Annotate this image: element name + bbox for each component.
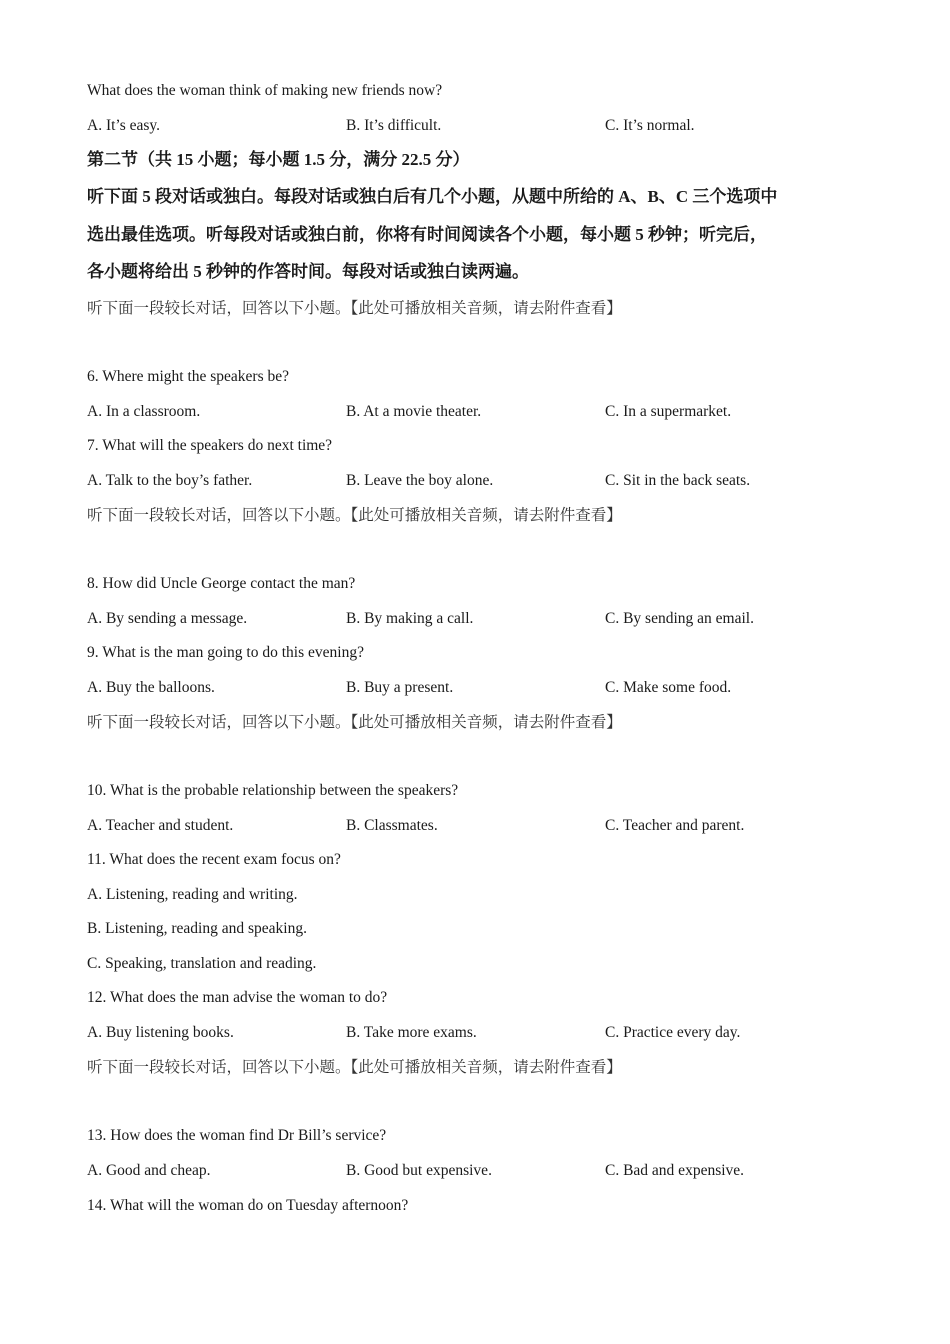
question-12-text: 12. What does the man advise the woman to do?	[87, 989, 388, 1006]
question-7-options	[87, 471, 877, 491]
option-a: A. In a classroom.	[87, 403, 201, 420]
section-heading: 第二节（共 15 小题；每小题 1.5 分，满分 22.5 分）	[87, 150, 470, 169]
question-5-options	[87, 116, 877, 136]
option-c: C. Sit in the back seats.	[605, 472, 751, 489]
question-6-options	[87, 402, 877, 422]
question-14-text: 14. What will the woman do on Tuesday afternoon?	[87, 1197, 409, 1214]
option-b: B. It’s difficult.	[346, 117, 442, 134]
question-5-text: What does the woman think of making new friends now?	[87, 82, 443, 99]
question-13-options	[87, 1161, 877, 1181]
option-b: B. Take more exams.	[346, 1024, 477, 1041]
option-c: C. Speaking, translation and reading.	[87, 955, 317, 972]
option-c: C. Practice every day.	[605, 1024, 741, 1041]
option-a: A. Buy listening books.	[87, 1024, 234, 1041]
option-b: B. Good but expensive.	[346, 1162, 492, 1179]
question-11-text: 11. What does the recent exam focus on?	[87, 851, 341, 868]
option-c: C. By sending an email.	[605, 610, 754, 627]
option-a: A. By sending a message.	[87, 610, 248, 627]
option-b: B. Buy a present.	[346, 679, 454, 696]
option-c: C. Make some food.	[605, 679, 732, 696]
option-b: B. At a movie theater.	[346, 403, 482, 420]
question-7-text: 7. What will the speakers do next time?	[87, 437, 333, 454]
option-a: A. Listening, reading and writing.	[87, 886, 298, 903]
option-c: C. It’s normal.	[605, 117, 695, 134]
section-instructions-line-1: 听下面 5 段对话或独白。每段对话或独白后有几个小题，从题中所给的 A、B、C 三个选项中	[87, 187, 778, 206]
option-a: A. Talk to the boy’s father.	[87, 472, 253, 489]
option-b: B. Listening, reading and speaking.	[87, 920, 307, 937]
question-8-options	[87, 609, 877, 629]
question-9-text: 9. What is the man going to do this evening?	[87, 644, 364, 661]
option-a: A. Buy the balloons.	[87, 679, 215, 696]
question-10-text: 10. What is the probable relationship between the speakers?	[87, 782, 459, 799]
option-b: B. Classmates.	[346, 817, 438, 834]
option-c: C. Teacher and parent.	[605, 817, 745, 834]
question-9-options	[87, 678, 877, 698]
audio-note: 听下面一段较长对话，回答以下小题。【此处可播放相关音频，请去附件查看】	[87, 507, 622, 524]
audio-note: 听下面一段较长对话，回答以下小题。【此处可播放相关音频，请去附件查看】	[87, 714, 622, 731]
option-b: B. By making a call.	[346, 610, 474, 627]
option-b: B. Leave the boy alone.	[346, 472, 494, 489]
question-10-options	[87, 816, 877, 836]
audio-note: 听下面一段较长对话，回答以下小题。【此处可播放相关音频，请去附件查看】	[87, 300, 622, 317]
option-a: A. It’s easy.	[87, 117, 161, 134]
option-a: A. Good and cheap.	[87, 1162, 211, 1179]
question-12-options	[87, 1023, 877, 1043]
section-instructions-line-3: 各小题将给出 5 秒钟的作答时间。每段对话或独白读两遍。	[87, 262, 529, 281]
option-c: C. In a supermarket.	[605, 403, 732, 420]
question-6-text: 6. Where might the speakers be?	[87, 368, 289, 385]
audio-note: 听下面一段较长对话，回答以下小题。【此处可播放相关音频，请去附件查看】	[87, 1059, 622, 1076]
option-a: A. Teacher and student.	[87, 817, 234, 834]
question-8-text: 8. How did Uncle George contact the man?	[87, 575, 356, 592]
section-instructions-line-2: 选出最佳选项。听每段对话或独白前，你将有时间阅读各个小题，每小题 5 秒钟；听完后，	[87, 225, 767, 244]
question-13-text: 13. How does the woman find Dr Bill’s service?	[87, 1127, 387, 1144]
option-c: C. Bad and expensive.	[605, 1162, 745, 1179]
